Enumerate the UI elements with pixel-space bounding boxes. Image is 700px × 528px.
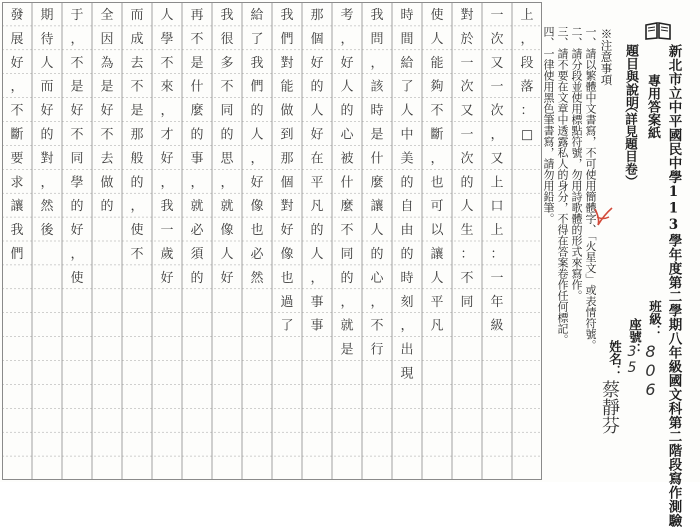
essay-column: 我問，該時是什麼讓人的心，不行 bbox=[370, 7, 384, 358]
essay-column: 一次又一次，又上口上：一年級 bbox=[490, 7, 504, 334]
essay-column: 我很多不同的思，就像人好 bbox=[220, 7, 234, 286]
book-icon bbox=[645, 22, 671, 40]
class-label: 班級： bbox=[647, 300, 663, 338]
answer-sheet-label: 專用答案紙 bbox=[645, 74, 660, 139]
essay-column: 給了我們的人，好像也必然 bbox=[250, 7, 264, 286]
topic-note: （詳見題目卷） bbox=[623, 100, 639, 188]
essay-column: 人學不來，才好，我一歲好 bbox=[160, 7, 174, 286]
essay-column: 發展好，不斷要求讓我們 bbox=[10, 7, 24, 262]
essay-column: 考，好人的心被什麼不同的，就是 bbox=[340, 7, 354, 358]
notice-item: 三、請不要在文章中透露私人的身分，不得在答案卷作任何標記。 bbox=[556, 26, 569, 345]
essay-column: 那個好的人好在平凡的人，事事 bbox=[310, 7, 324, 334]
name-label: 姓名： bbox=[607, 340, 623, 378]
check-mark bbox=[592, 205, 614, 229]
essay-column: 我們對能做到那個對好像也過了 bbox=[280, 7, 294, 334]
essay-column: 對於一次又一次的人生：不同 bbox=[460, 7, 474, 310]
writing-grid bbox=[2, 2, 542, 480]
seat-label: 座號： bbox=[627, 318, 643, 356]
essay-column: 于，不是好不同學的好，使 bbox=[70, 7, 84, 286]
essay-column: 而成去不是那般的，使不 bbox=[130, 7, 144, 262]
essay-column: 上，段落：□ bbox=[520, 7, 534, 143]
topic-heading: 題目與說明 bbox=[623, 44, 638, 109]
notice-item: 四、一律使用黑色筆書寫，請勿用鉛筆。 bbox=[542, 26, 555, 224]
notice-item: 一、請以繁體中文書寫，不可使用簡體字、「火星文」或表情符號。 bbox=[584, 26, 597, 351]
school-title: 新北市立中平國民中學113學年度第二學期八年級國文科第二階段寫作測驗 bbox=[665, 44, 682, 528]
essay-column: 使人能夠不斷，也可以讓人平凡 bbox=[430, 7, 444, 334]
notice-item: 二、請分段並使用標點符號，勿用詩歌體的形式來寫作。 bbox=[570, 26, 583, 301]
essay-column: 再不是什麼的事，就必須的 bbox=[190, 7, 204, 286]
name-value: 蔡靜芬 bbox=[599, 380, 620, 434]
grid-lines bbox=[2, 2, 542, 480]
class-value: 806 bbox=[641, 342, 660, 399]
essay-column: 時間給了人中美的自由的時刻，出現 bbox=[400, 7, 414, 382]
seat-value: 35 bbox=[624, 344, 640, 376]
notice-title: ※注意事項 bbox=[599, 28, 614, 86]
essay-column: 全因為是好不去做的 bbox=[100, 7, 114, 215]
essay-column: 期待人而好的對，然後 bbox=[40, 7, 54, 239]
